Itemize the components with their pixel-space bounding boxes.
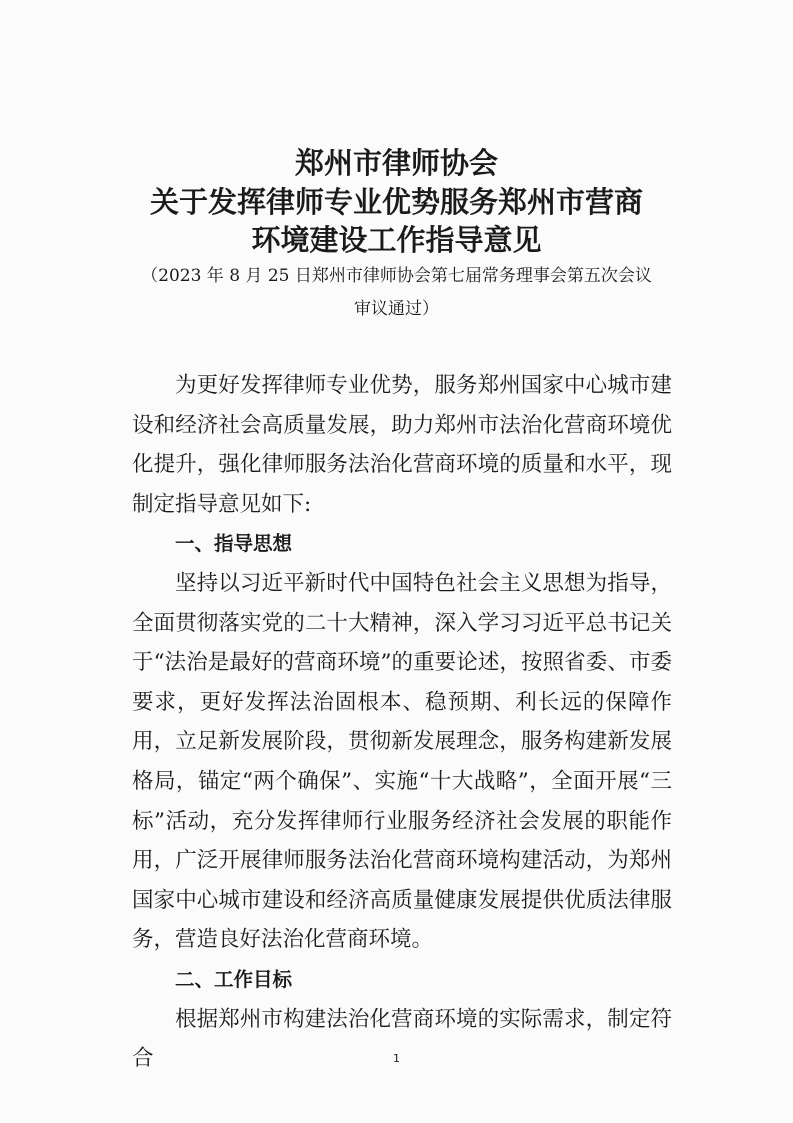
document-title-line-2: 关于发挥律师专业优势服务郑州市营商 — [149, 185, 643, 219]
document-title-line-3: 环境建设工作指导意见 — [251, 223, 542, 257]
work-objectives-paragraph: 根据郑州市构建法治化营商环境的实际需求，制定符合 — [132, 1006, 672, 1072]
section-heading-work-objectives: 二、工作目标 — [175, 967, 293, 991]
intro-paragraph: 为更好发挥律师专业优势，服务郑州国家中心城市建设和经济社会高质量发展，助力郑州市法治化营商环境优化提升，强化律师服务法治化营商环境的质量和水平，现制定指导意见如下: — [132, 373, 672, 517]
document-title-line-1: 郑州市律师协会 — [294, 146, 498, 180]
page-number: 1 — [393, 1052, 400, 1065]
guiding-ideology-paragraph: 坚持以习近平新时代中国特色社会主义思想为指导，全面贯彻落实党的二十大精神，深入学习习近平总书记关于“法治是最好的营商环境”的重要论述，按照省委、市委要求，更好发挥法治固根本、稳预期、利长远的保障作用，立足新发展阶段，贯彻新发展理念，服务构建新发展格局，锚定“两个确保”、实施“十大战略”，全面开展“三标”活动，充分发挥律师行业服务经济社会发展的职能作用，广泛开展律师服务法治化营商环境构建活动，为郑州国家中心城市建设和经济高质量健康发展提供优质法律服务，营造良好法治化营商环境。 — [132, 570, 672, 953]
document-body — [132, 366, 672, 1079]
document-subtitle-line-2: 审议通过） — [354, 299, 439, 319]
section-heading-guiding-ideology: 一、指导思想 — [175, 532, 293, 556]
document-subtitle-line-1: （2023 年 8 月 25 日郑州市律师协会第七届常务理事会第五次会议 — [141, 266, 652, 286]
